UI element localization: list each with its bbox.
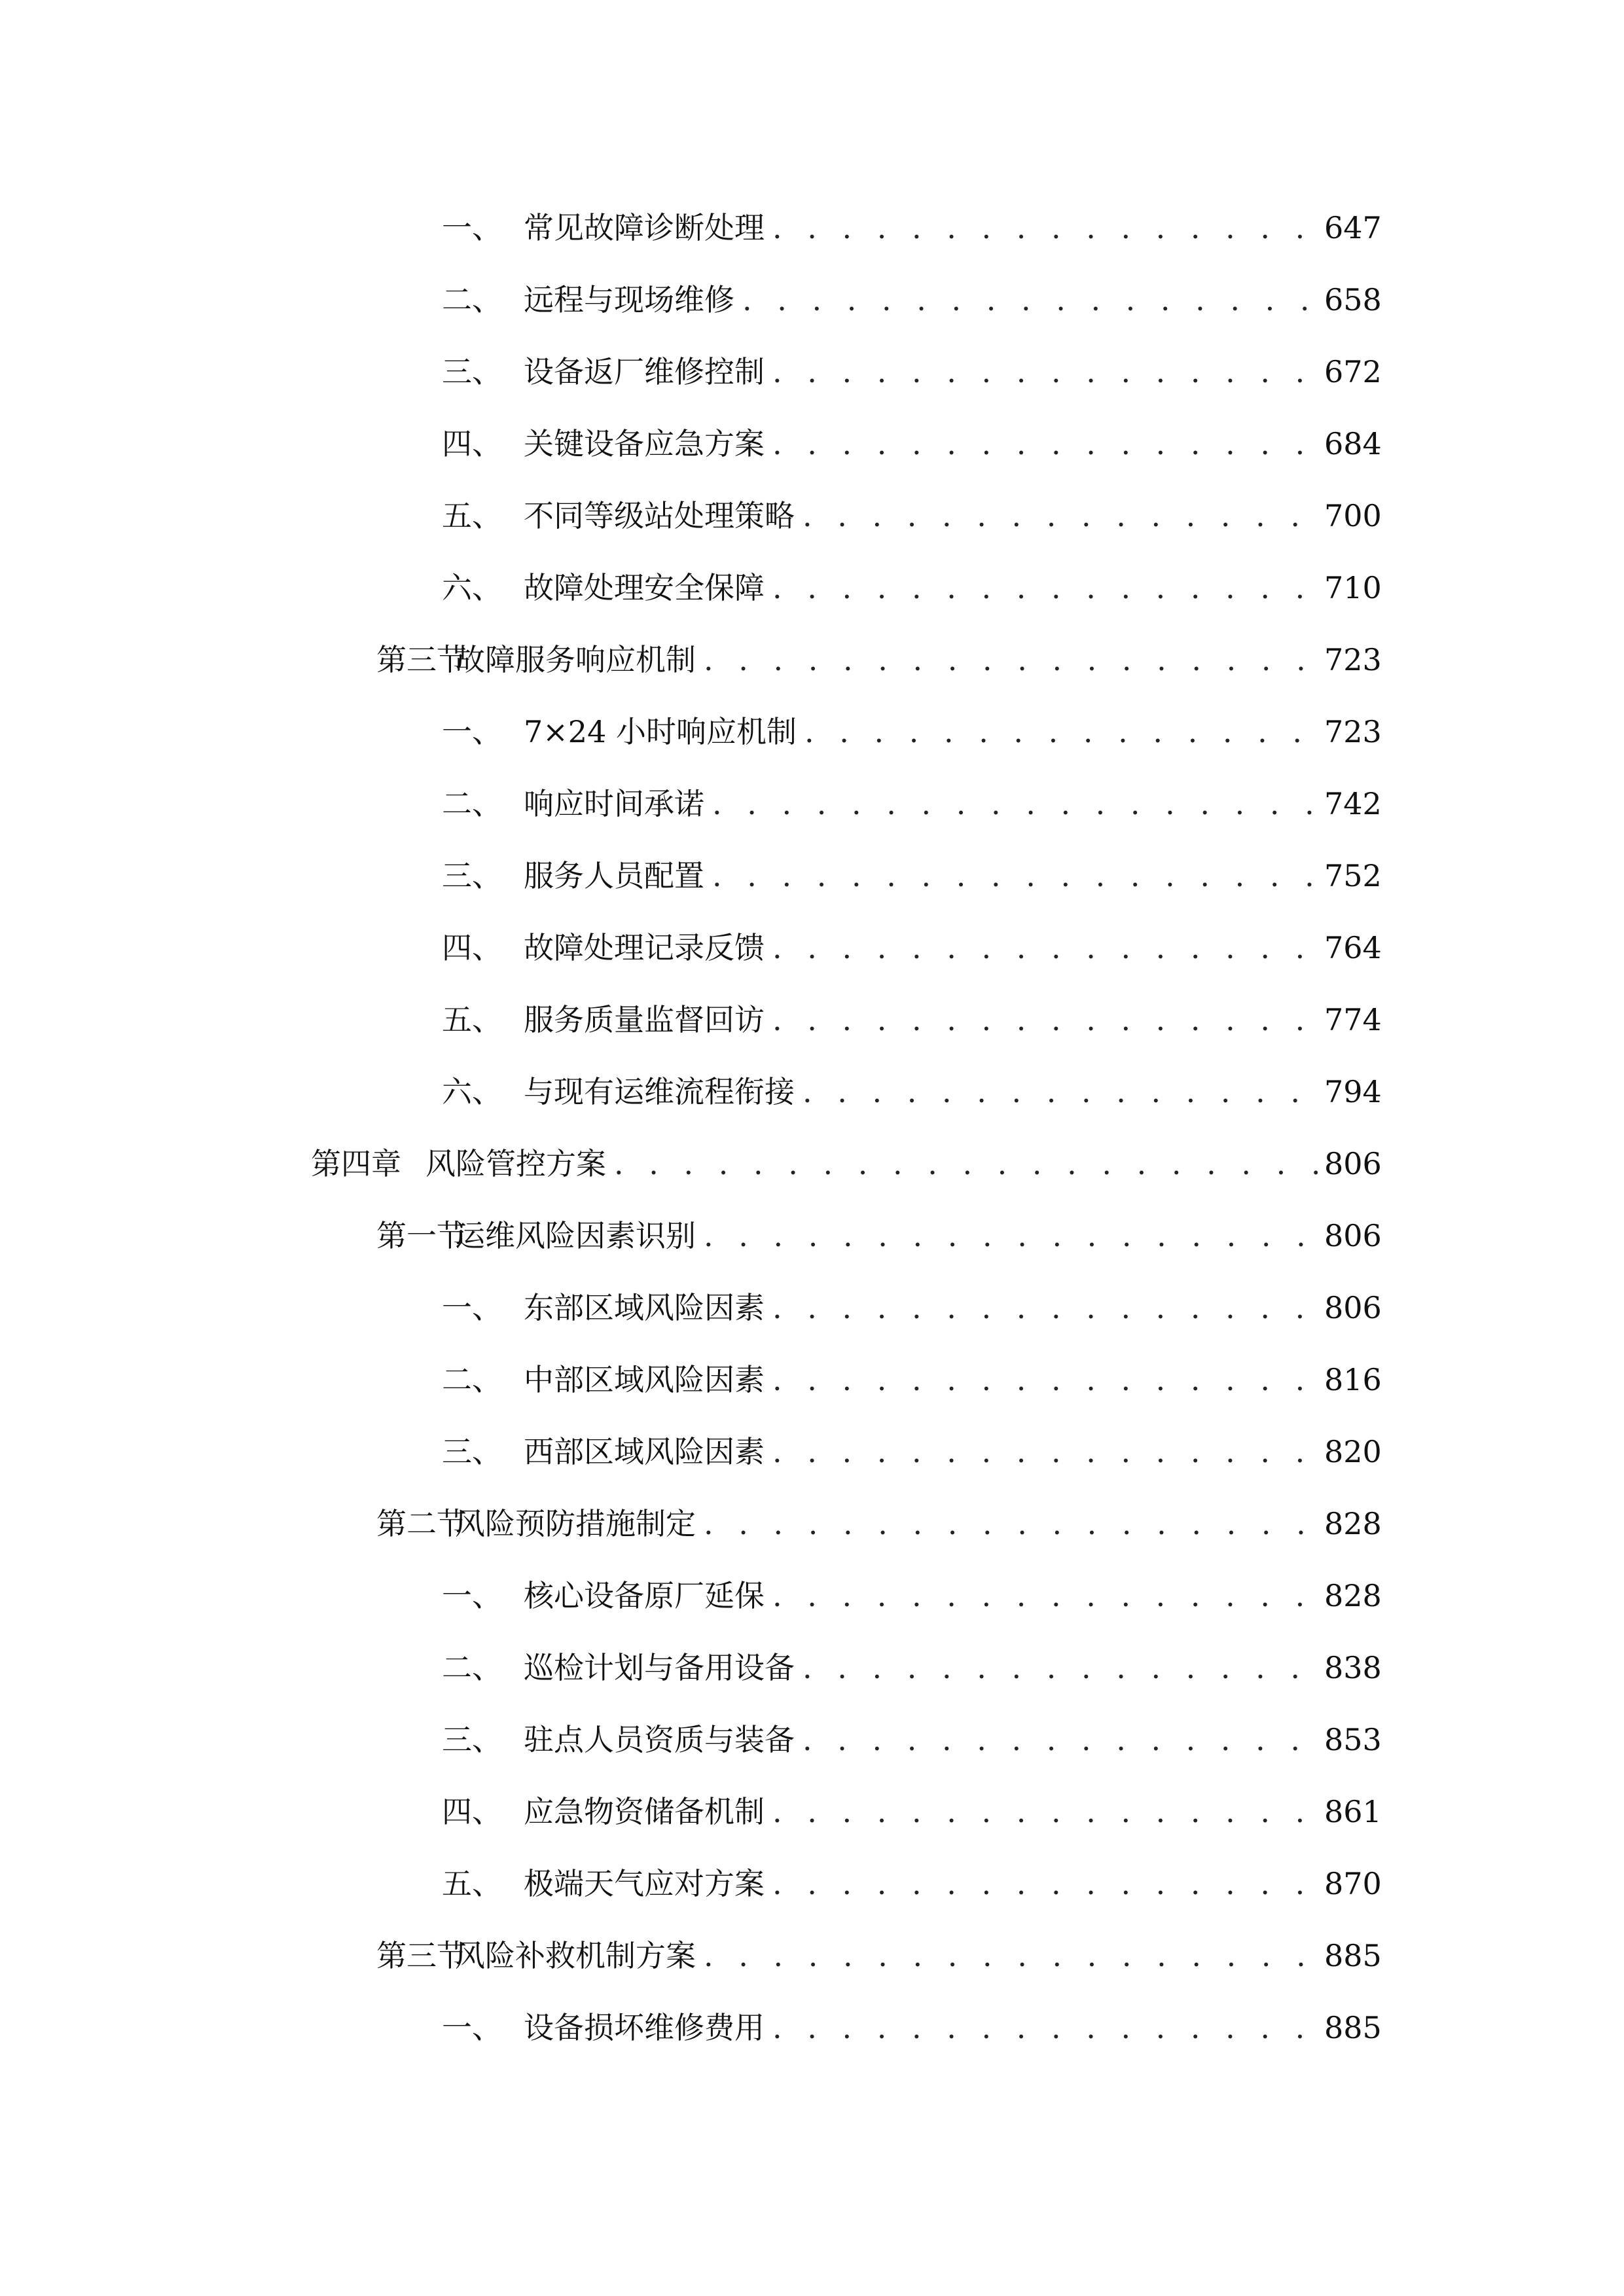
toc-entry-number: 二、 — [442, 1650, 502, 1685]
toc-entry-title: 设备返厂维修控制 — [524, 354, 765, 389]
toc-entry-number: 六、 — [442, 1074, 502, 1109]
toc-entry-title: 风险补救机制方案 — [455, 1938, 696, 1973]
toc-entry-number: 第三节 — [376, 1938, 467, 1973]
toc-entry[interactable] — [0, 267, 1624, 339]
dot-leader — [772, 1001, 1318, 1038]
toc-entry-title: 服务质量监督回访 — [524, 1002, 765, 1037]
dot-leader — [803, 1073, 1318, 1110]
toc-entry-title: 运维风险因素识别 — [455, 1218, 696, 1253]
toc-entry-number: 二、 — [442, 282, 502, 317]
toc-entry-title: 设备损坏维修费用 — [524, 2010, 765, 2045]
toc-entry-number: 四、 — [442, 426, 502, 461]
dot-leader — [803, 1649, 1318, 1686]
toc-entry-page: 885 — [1324, 2010, 1382, 2045]
toc-entry[interactable] — [0, 1707, 1624, 1779]
toc-entry-number: 五、 — [442, 498, 502, 533]
toc-entry-page: 870 — [1324, 1866, 1382, 1901]
toc-section-entry[interactable] — [0, 1203, 1624, 1275]
table-of-contents — [0, 195, 1624, 2067]
toc-entry[interactable] — [0, 1851, 1624, 1923]
toc-entry-page: 774 — [1324, 1002, 1382, 1037]
toc-entry[interactable] — [0, 771, 1624, 843]
toc-entry[interactable] — [0, 1779, 1624, 1851]
dot-leader — [772, 1433, 1318, 1470]
toc-entry-title: 7×24 小时响应机制 — [524, 714, 797, 749]
toc-entry-title: 西部区域风险因素 — [524, 1434, 765, 1469]
dot-leader — [772, 2009, 1318, 2046]
toc-entry-title: 不同等级站处理策略 — [524, 498, 795, 533]
dot-leader — [704, 1505, 1318, 1542]
toc-entry-number: 第二节 — [376, 1506, 467, 1541]
toc-entry[interactable] — [0, 1635, 1624, 1707]
dot-leader — [742, 281, 1318, 318]
toc-entry-page: 742 — [1324, 786, 1382, 821]
toc-entry-page: 794 — [1324, 1074, 1382, 1109]
toc-entry-number: 五、 — [442, 1002, 502, 1037]
toc-entry-number: 第一节 — [376, 1218, 467, 1253]
toc-entry-page: 828 — [1324, 1578, 1382, 1613]
dot-leader — [712, 857, 1318, 894]
toc-entry-title: 东部区域风险因素 — [524, 1290, 765, 1325]
toc-entry-number: 一、 — [442, 1578, 502, 1613]
toc-entry[interactable] — [0, 1347, 1624, 1419]
toc-entry-page: 828 — [1324, 1506, 1382, 1541]
toc-entry-page: 752 — [1324, 858, 1382, 893]
dot-leader — [803, 1721, 1318, 1758]
toc-entry-number: 一、 — [442, 210, 502, 245]
toc-entry-number: 四、 — [442, 1794, 502, 1829]
toc-entry-page: 806 — [1324, 1146, 1382, 1181]
toc-entry-title: 常见故障诊断处理 — [524, 210, 765, 245]
toc-entry-title: 风险预防措施制定 — [455, 1506, 696, 1541]
toc-entry-title: 故障处理记录反馈 — [524, 930, 765, 965]
toc-section-entry[interactable] — [0, 1923, 1624, 1995]
dot-leader — [772, 1793, 1318, 1830]
toc-entry-page: 658 — [1324, 282, 1382, 317]
toc-entry-number: 一、 — [442, 2010, 502, 2045]
toc-entry[interactable] — [0, 699, 1624, 771]
toc-entry-number: 一、 — [442, 714, 502, 749]
dot-leader — [772, 1577, 1318, 1614]
dot-leader — [772, 353, 1318, 390]
toc-entry-number: 六、 — [442, 570, 502, 605]
toc-entry-number: 二、 — [442, 786, 502, 821]
toc-entry-title: 响应时间承诺 — [524, 786, 704, 821]
toc-entry[interactable] — [0, 1419, 1624, 1491]
toc-entry-page: 647 — [1324, 210, 1382, 245]
dot-leader — [772, 929, 1318, 966]
dot-leader — [704, 1217, 1318, 1254]
toc-entry-page: 806 — [1324, 1218, 1382, 1253]
toc-entry-page: 838 — [1324, 1650, 1382, 1685]
toc-entry[interactable] — [0, 195, 1624, 267]
toc-entry-title: 巡检计划与备用设备 — [524, 1650, 795, 1685]
toc-entry-title: 驻点人员资质与装备 — [524, 1722, 795, 1757]
toc-entry-number: 二、 — [442, 1362, 502, 1397]
toc-entry-title: 风险管控方案 — [425, 1146, 606, 1181]
toc-entry[interactable] — [0, 339, 1624, 411]
dot-leader — [772, 1289, 1318, 1326]
toc-entry-title: 极端天气应对方案 — [524, 1866, 765, 1901]
toc-entry-page: 710 — [1324, 570, 1382, 605]
toc-entry-number: 一、 — [442, 1290, 502, 1325]
dot-leader — [772, 1361, 1318, 1398]
toc-entry-page: 853 — [1324, 1722, 1382, 1757]
toc-entry-number: 三、 — [442, 1434, 502, 1469]
toc-entry-number: 三、 — [442, 1722, 502, 1757]
toc-entry-title: 与现有运维流程衔接 — [524, 1074, 795, 1109]
toc-section-entry[interactable] — [0, 627, 1624, 699]
toc-entry-page: 723 — [1324, 642, 1382, 677]
dot-leader — [614, 1145, 1318, 1182]
toc-entry-title: 故障处理安全保障 — [524, 570, 765, 605]
dot-leader — [772, 569, 1318, 606]
dot-leader — [704, 1937, 1318, 1974]
toc-entry[interactable] — [0, 1275, 1624, 1347]
toc-entry[interactable] — [0, 555, 1624, 627]
dot-leader — [772, 1865, 1318, 1902]
toc-entry[interactable] — [0, 411, 1624, 483]
dot-leader — [772, 209, 1318, 246]
toc-entry[interactable] — [0, 1563, 1624, 1635]
toc-entry[interactable] — [0, 987, 1624, 1059]
toc-entry-title: 服务人员配置 — [524, 858, 704, 893]
toc-entry[interactable] — [0, 483, 1624, 555]
toc-entry-title: 远程与现场维修 — [524, 282, 734, 317]
toc-entry-page: 764 — [1324, 930, 1382, 965]
toc-entry-title: 关键设备应急方案 — [524, 426, 765, 461]
toc-entry-page: 723 — [1324, 714, 1382, 749]
toc-entry-title: 故障服务响应机制 — [455, 642, 696, 677]
toc-entry-page: 861 — [1324, 1794, 1382, 1829]
toc-entry-page: 684 — [1324, 426, 1382, 461]
toc-entry[interactable] — [0, 1995, 1624, 2067]
toc-entry-page: 820 — [1324, 1434, 1382, 1469]
toc-entry-number: 五、 — [442, 1866, 502, 1901]
toc-chapter-entry[interactable] — [0, 1131, 1624, 1203]
toc-entry-number: 第四章 — [311, 1146, 401, 1181]
toc-entry[interactable] — [0, 1059, 1624, 1131]
toc-entry-page: 806 — [1324, 1290, 1382, 1325]
dot-leader — [704, 641, 1318, 678]
toc-entry-page: 816 — [1324, 1362, 1382, 1397]
toc-entry-number: 第三节 — [376, 642, 467, 677]
toc-entry-number: 三、 — [442, 858, 502, 893]
dot-leader — [804, 713, 1318, 750]
toc-entry-page: 672 — [1324, 354, 1382, 389]
toc-entry[interactable] — [0, 915, 1624, 987]
toc-entry-number: 三、 — [442, 354, 502, 389]
toc-entry-page: 700 — [1324, 498, 1382, 533]
toc-entry-number: 四、 — [442, 930, 502, 965]
toc-entry-title: 中部区域风险因素 — [524, 1362, 765, 1397]
toc-entry[interactable] — [0, 843, 1624, 915]
dot-leader — [772, 425, 1318, 462]
toc-section-entry[interactable] — [0, 1491, 1624, 1563]
toc-entry-title: 核心设备原厂延保 — [524, 1578, 765, 1613]
dot-leader — [712, 785, 1318, 822]
dot-leader — [803, 497, 1318, 534]
toc-entry-page: 885 — [1324, 1938, 1382, 1973]
toc-entry-title: 应急物资储备机制 — [524, 1794, 765, 1829]
